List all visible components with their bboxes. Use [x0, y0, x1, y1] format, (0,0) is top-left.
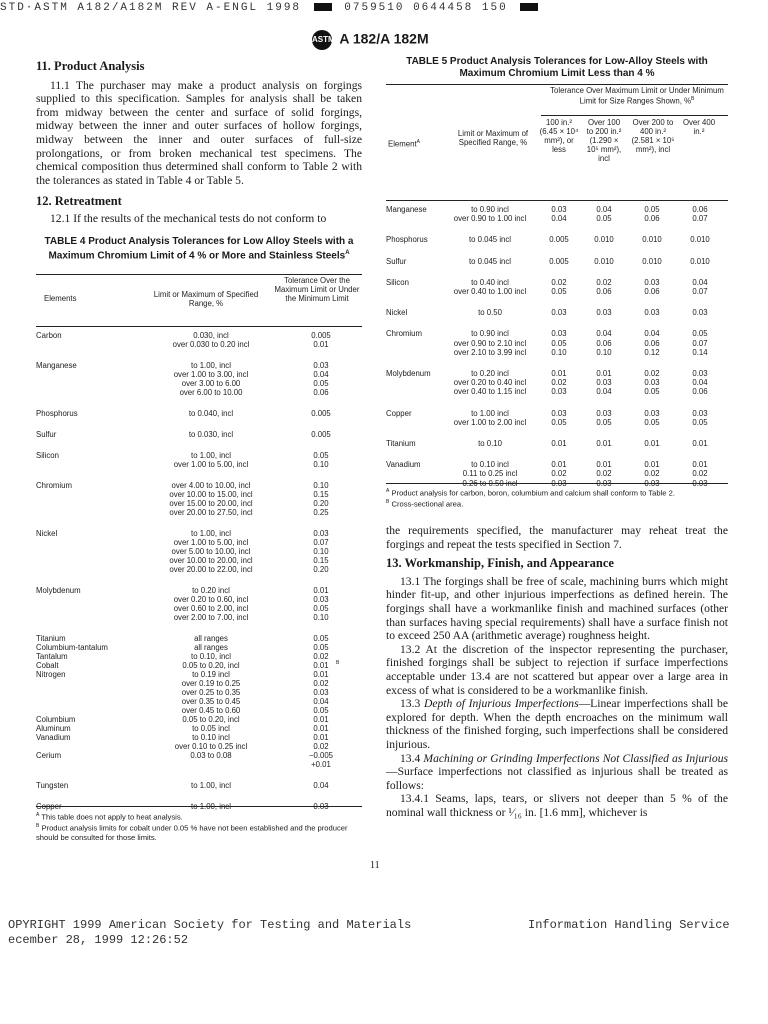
t5-value: 0.05: [644, 417, 660, 427]
t4-range: to 1.00, incl: [191, 781, 231, 790]
t4-element: Molybdenum: [36, 586, 81, 595]
t5-value: 0.12: [644, 347, 660, 357]
t5-range: to 0.90 incl: [471, 205, 509, 214]
table-row: [36, 586, 362, 622]
t4-range: to 0.10 incl: [192, 733, 230, 742]
table-row: [386, 257, 728, 266]
t5-header-limit: Limit or Maximum of Specified Range, %: [457, 129, 529, 147]
t5-value: 0.010: [642, 256, 662, 266]
t4-range: over 0.10 to 0.25 incl: [174, 742, 248, 751]
t5-footnote-b: $^B$ Cross-sectional area.: [386, 499, 464, 509]
t4-tolerance: 0.03: [313, 688, 329, 697]
t5-value: 0.05: [692, 329, 708, 339]
table-rule: [36, 326, 362, 327]
t4-tolerance: 0.10: [313, 613, 329, 622]
table4-caption: TABLE 4 Product Analysis Tolerances for Low Alloy Steels with a Maximum Chromium Limit of 4 % or More and Stainless Steels$^A$: [44, 236, 354, 261]
table-row: [36, 451, 362, 469]
t5-range: 0.26 to 0.50 incl: [462, 478, 518, 488]
table-rule: [541, 115, 728, 116]
table-row: [386, 278, 728, 296]
t5-range: over 2.10 to 3.99 incl: [453, 347, 527, 357]
table4-footnotes: [36, 811, 366, 842]
t4-element: Aluminum: [36, 724, 71, 733]
designation: [312, 30, 429, 50]
t5-range: 0.11 to 0.25 incl: [462, 469, 518, 479]
t4-range: all ranges: [194, 634, 228, 643]
t5-value: 0.03: [551, 387, 567, 397]
astm-logo: ASTM: [312, 30, 332, 50]
table-row: [36, 751, 362, 769]
t5-range: to 0.10: [478, 439, 502, 448]
t5-value: 0.01: [692, 460, 708, 470]
t4-header-elements: Elements: [44, 294, 77, 303]
designation-text: A 182/A 182M: [339, 30, 429, 47]
t5-value: 0.06: [692, 205, 708, 214]
t5-element: Copper: [386, 408, 412, 418]
table-row: [36, 724, 362, 733]
t5-value: 0.10: [551, 347, 567, 357]
t5-value: 0.06: [644, 214, 660, 224]
t4-tolerance-sup: B: [336, 660, 340, 666]
table-row: [386, 409, 728, 427]
t5-range: to 0.40 incl: [471, 277, 509, 287]
t4-range: 0.05 to 0.20, incl: [182, 661, 240, 670]
t5-value: 0.04: [596, 329, 612, 339]
table-rule: [36, 806, 362, 807]
scan-header: [0, 2, 768, 16]
table-row: [36, 733, 362, 751]
t4-tolerance: 0.10: [313, 481, 329, 490]
t4-tolerance: 0.05: [313, 706, 329, 715]
t5-header-size-3: Over 200 to 400 in.² (2.581 × 10⁵ mm²), incl: [631, 118, 675, 154]
table-rule: [386, 84, 728, 85]
t4-tolerance: 0.01: [313, 724, 329, 733]
t5-value: 0.07: [692, 338, 708, 348]
table-row: [36, 331, 362, 349]
t5-value: 0.03: [692, 369, 708, 378]
t4-tolerance: 0.01: [313, 661, 329, 670]
t4-element: Titanium: [36, 634, 66, 643]
scan-header-code: 0759510 0644458 150: [344, 2, 508, 14]
t5-value: 0.03: [644, 308, 660, 318]
header-bar: [314, 3, 332, 11]
t5-value: 0.06: [692, 387, 708, 397]
t4-element: Cerium: [36, 751, 62, 760]
t5-value: 0.010: [594, 235, 614, 245]
t5-value: 0.05: [644, 387, 660, 397]
t5-element: Manganese: [386, 205, 427, 214]
footer-date: ecember 28, 1999 12:26:52: [8, 933, 189, 947]
t5-value: 0.01: [644, 460, 660, 470]
t4-element: Phosphorus: [36, 409, 78, 418]
t5-value: 0.02: [596, 277, 612, 287]
t4-tolerance: 0.01: [313, 733, 329, 742]
right-column: [386, 524, 728, 819]
t4-tolerance: 0.05: [313, 643, 329, 652]
para-13-4-1: 13.4.1 Seams, laps, tears, or slivers not deeper than 5 % of the nominal wall thickness or ¹⁄₁₆ in. [1.6 mm], whichever is: [386, 792, 728, 819]
t5-value: 0.005: [549, 256, 569, 266]
t4-range: over 3.00 to 6.00: [181, 379, 241, 388]
t5-value: 0.06: [644, 286, 660, 296]
t5-value: 0.03: [692, 308, 708, 318]
t5-range: over 0.40 to 1.15 incl: [453, 387, 527, 397]
t4-tolerance: 0.10: [313, 547, 329, 556]
t5-element: Chromium: [386, 329, 422, 339]
t5-element: Molybdenum: [386, 369, 431, 378]
t4-range: to 0.20 incl: [192, 586, 230, 595]
t5-value: 0.06: [596, 338, 612, 348]
t4-element: Sulfur: [36, 430, 57, 439]
table-row: [36, 430, 362, 439]
t5-value: 0.01: [551, 439, 567, 448]
header-bar: [520, 3, 538, 11]
t5-range: over 0.20 to 0.40 incl: [453, 378, 527, 388]
t4-range: over 1.00 to 3.00, incl: [173, 370, 249, 379]
t4-tolerance: 0.05: [313, 379, 329, 388]
t4-element: Tungsten: [36, 781, 69, 790]
t4-tolerance: 0.03: [313, 595, 329, 604]
t5-value: 0.05: [551, 417, 567, 427]
t4-tolerance: 0.01: [313, 670, 329, 679]
table-row: [36, 634, 362, 643]
t4-range: to 1.00, incl: [191, 802, 231, 811]
t5-value: 0.02: [551, 378, 567, 388]
section-13-title: 13. Workmanship, Finish, and Appearance: [386, 556, 614, 571]
t5-value: 0.03: [644, 408, 660, 418]
t4-footnote-a: $^A$ This table does not apply to heat analysis.: [36, 812, 183, 822]
t5-range: to 0.50: [478, 308, 502, 318]
t5-value: 0.03: [644, 378, 660, 388]
t5-range: to 0.10 incl: [471, 460, 509, 470]
t4-range: over 0.25 to 0.35: [181, 688, 241, 697]
t5-value: 0.04: [596, 387, 612, 397]
t5-value: 0.02: [551, 469, 567, 479]
t5-value: 0.01: [551, 460, 567, 470]
para-11-1: 11.1 The purchaser may make a product analysis on forgings supplied to this specification. Samples for analysis shall be taken from midway between the center and surface of solid forgings, midway between the inner and outer surfaces of hollow forgings, midway between the inner and outer surfaces of full-size prolongations, or from broken mechanical test specimens. The chemical composition thus determined shall conform to Table 2 with the tolerances as stated in Table 4 or Table 5.: [36, 78, 362, 187]
t5-value: 0.04: [551, 214, 567, 224]
t4-range: over 4.00 to 10.00, incl: [171, 481, 251, 490]
table-row: [386, 308, 728, 317]
para-13-2: 13.2 At the discretion of the inspector representing the purchaser, finished forgings shall be subject to rejection if surface imperfections acceptable under 13.4 are not scattered but appear over a large area in excess of what is considered to be a workmanlike finish.: [386, 642, 728, 697]
t4-range: 0.030, incl: [193, 331, 229, 340]
t5-value: 0.05: [551, 286, 567, 296]
t5-value: 0.03: [596, 308, 612, 318]
t5-value: 0.03: [644, 478, 660, 488]
t4-range: over 20.00 to 22.00, incl: [169, 565, 253, 574]
t5-header-size-2: Over 100 to 200 in.² (1.290 × 10⁵ mm²), incl: [586, 118, 622, 163]
table-row: [386, 439, 728, 448]
t5-range: to 1.00 incl: [471, 408, 509, 418]
t4-range: over 10.00 to 20.00, incl: [169, 556, 253, 565]
para-12-cont: the requirements specified, the manufacturer may reheat treat the forgings and repeat the tests specified in Section 7.: [386, 524, 728, 551]
t5-value: 0.010: [690, 256, 710, 266]
t5-element: Phosphorus: [386, 235, 428, 245]
t4-tolerance: 0.01: [313, 586, 329, 595]
t5-value: 0.03: [596, 408, 612, 418]
t4-range: over 10.00 to 15.00, incl: [169, 490, 253, 499]
t5-value: 0.010: [594, 256, 614, 266]
t5-value: 0.01: [596, 369, 612, 378]
t4-element: Vanadium: [36, 733, 71, 742]
t4-range: over 0.35 to 0.45: [181, 697, 241, 706]
t4-element: Tantalum: [36, 652, 68, 661]
t5-value: 0.07: [692, 214, 708, 224]
t4-tolerance: −0.005: [308, 751, 334, 760]
t4-range: to 1.00, incl: [191, 361, 231, 370]
t5-element: Vanadium: [386, 460, 421, 470]
t5-value: 0.03: [551, 478, 567, 488]
t5-value: 0.03: [551, 329, 567, 339]
t5-range: over 0.90 to 2.10 incl: [453, 338, 527, 348]
t5-value: 0.01: [692, 439, 708, 448]
t4-footnote-b: $^B$ Product analysis limits for cobalt under 0.05 % have not been established and the producer should be consulted for those limits.: [36, 823, 348, 842]
t5-value: 0.03: [551, 408, 567, 418]
table5-caption: TABLE 5 Product Analysis Tolerances for Low-Alloy Steels with Maximum Chromium Limit Less than 4 %: [406, 56, 708, 79]
table-row: [386, 329, 728, 357]
t5-value: 0.03: [692, 408, 708, 418]
t4-range: all ranges: [194, 643, 228, 652]
t4-tolerance: 0.15: [313, 556, 329, 565]
t5-value: 0.05: [596, 417, 612, 427]
para-13-3: 13.3 Depth of Injurious Imperfections—Linear imperfections shall be explored for depth. When the depth encroaches on the minimum wall thickness of the finished forging, such imperfections shall be considered injurious.: [386, 697, 728, 751]
t5-value: 0.01: [551, 369, 567, 378]
t5-value: 0.02: [551, 277, 567, 287]
t4-tolerance: 0.04: [313, 781, 329, 790]
t5-value: 0.07: [692, 286, 708, 296]
t4-element: Copper: [36, 802, 62, 811]
t4-tolerance: 0.005: [311, 430, 331, 439]
t4-header-tolerance: Tolerance Over the Maximum Limit or Under the Minimum Limit: [274, 276, 360, 303]
t5-element: Sulfur: [386, 256, 407, 266]
table-row: [36, 670, 362, 715]
t4-element: Cobalt: [36, 661, 59, 670]
t5-value: 0.02: [644, 369, 660, 378]
table-row: [386, 205, 728, 223]
table5-footnotes: [386, 487, 728, 510]
t4-tolerance: 0.20: [313, 565, 329, 574]
t4-element: Chromium: [36, 481, 72, 490]
t4-element: Columbium-tantalum: [36, 643, 108, 652]
para-12-1: 12.1 If the results of the mechanical tests do not conform to: [50, 211, 327, 225]
t4-range: over 0.45 to 0.60: [181, 706, 241, 715]
t4-range: over 0.20 to 0.60, incl: [173, 595, 249, 604]
t4-tolerance: 0.02: [313, 652, 329, 661]
t4-tolerance: 0.05: [313, 451, 329, 460]
t5-value: 0.04: [644, 329, 660, 339]
t4-range: to 0.05 incl: [192, 724, 230, 733]
t4-tolerance: 0.05: [313, 604, 329, 613]
t4-tolerance: 0.05: [313, 634, 329, 643]
t5-element: Silicon: [386, 277, 409, 287]
table-row: [386, 369, 728, 397]
t4-range: over 20.00 to 27.50, incl: [169, 508, 253, 517]
t5-value: 0.03: [551, 308, 567, 318]
scan-header-text: STD·ASTM A182/A182M REV A-ENGL 1998: [0, 2, 302, 14]
t4-tolerance: 0.06: [313, 388, 329, 397]
t4-tolerance: 0.02: [313, 679, 329, 688]
t5-value: 0.05: [551, 338, 567, 348]
t5-value: 0.01: [644, 439, 660, 448]
t4-tolerance: 0.20: [313, 499, 329, 508]
t4-header-limit: Limit or Maximum of Specified Range, %: [153, 290, 259, 308]
table-rule: [36, 274, 362, 275]
t4-range: over 1.00 to 5.00, incl: [173, 538, 249, 547]
t5-range: over 0.90 to 1.00 incl: [453, 214, 527, 224]
t5-value: 0.010: [642, 235, 662, 245]
t5-value: 0.04: [692, 378, 708, 388]
t5-range: over 1.00 to 2.00 incl: [453, 417, 527, 427]
t4-tolerance: 0.01: [313, 715, 329, 724]
t4-tolerance: 0.03: [313, 802, 329, 811]
table-row: [36, 361, 362, 397]
t4-range: over 1.00 to 5.00, incl: [173, 460, 249, 469]
t4-range: over 15.00 to 20.00, incl: [169, 499, 253, 508]
t5-value: 0.03: [551, 205, 567, 214]
t5-value: 0.03: [644, 277, 660, 287]
t4-element: Nickel: [36, 529, 58, 538]
t5-value: 0.05: [692, 417, 708, 427]
t4-tolerance: 0.005: [311, 331, 331, 340]
t5-footnote-a: $^A$ Product analysis for carbon, boron, columbium and calcium shall conform to Table 2.: [386, 488, 675, 498]
t5-range: over 0.40 to 1.00 incl: [453, 286, 527, 296]
t4-range: to 0.040, incl: [188, 409, 234, 418]
t5-group-header: Tolerance Over Maximum Limit or Under Minimum Limit for Size Ranges Shown, %$^B$: [550, 86, 724, 106]
footer-service: Information Handling Service: [528, 918, 730, 932]
t4-tolerance: 0.01: [313, 340, 329, 349]
table-row: [36, 409, 362, 418]
table-row: [36, 481, 362, 517]
t4-tolerance: 0.02: [313, 742, 329, 751]
left-column: [36, 60, 362, 226]
t5-value: 0.14: [692, 347, 708, 357]
t5-value: 0.02: [692, 469, 708, 479]
t5-range: to 0.90 incl: [471, 329, 509, 339]
footer-copyright: OPYRIGHT 1999 American Society for Testing and Materials: [8, 918, 412, 932]
t5-element: Titanium: [386, 439, 416, 448]
t5-value: 0.04: [596, 205, 612, 214]
table-row: [36, 715, 362, 724]
t4-tolerance: 0.07: [313, 538, 329, 547]
t4-range: over 0.19 to 0.25: [181, 679, 241, 688]
t4-tolerance: 0.10: [313, 460, 329, 469]
t4-range: to 0.19 incl: [192, 670, 230, 679]
t5-value: 0.03: [596, 478, 612, 488]
t5-value: 0.02: [596, 469, 612, 479]
t5-value: 0.03: [692, 478, 708, 488]
t4-range: over 5.00 to 10.00, incl: [171, 547, 251, 556]
t5-value: 0.06: [596, 286, 612, 296]
t5-header-element: Element$^A$: [388, 139, 420, 149]
t4-tolerance: 0.25: [313, 508, 329, 517]
t4-range: to 0.10, incl: [191, 652, 231, 661]
t4-range: 0.03 to 0.08: [190, 751, 232, 760]
t5-range: to 0.20 incl: [471, 369, 509, 378]
section-11-title: 11. Product Analysis: [36, 59, 145, 73]
t5-value: 0.04: [692, 277, 708, 287]
t4-range: over 2.00 to 7.00, incl: [173, 613, 249, 622]
t5-value: 0.03: [596, 378, 612, 388]
t4-tolerance: 0.005: [311, 409, 331, 418]
t4-element: Manganese: [36, 361, 77, 370]
t4-tolerance: 0.04: [313, 697, 329, 706]
table-rule: [386, 200, 728, 201]
t5-value: 0.05: [644, 205, 660, 214]
t5-value: 0.010: [690, 235, 710, 245]
t4-range: over 0.60 to 2.00, incl: [173, 604, 249, 613]
t5-element: Nickel: [386, 308, 408, 318]
table-row: [36, 652, 362, 661]
t4-element: Nitrogen: [36, 670, 66, 679]
t4-tolerance: +0.01: [311, 760, 331, 769]
t5-value: 0.02: [644, 469, 660, 479]
table4: [36, 274, 362, 824]
t5-range: to 0.045 incl: [468, 256, 512, 266]
t4-tolerance: 0.15: [313, 490, 329, 499]
t4-range: to 1.00, incl: [191, 529, 231, 538]
t5-value: 0.10: [596, 347, 612, 357]
t4-tolerance: 0.03: [313, 361, 329, 370]
t4-range: over 0.030 to 0.20 incl: [172, 340, 250, 349]
t5-value: 0.01: [596, 460, 612, 470]
t4-tolerance: 0.03: [313, 529, 329, 538]
para-13-4: 13.4 Machining or Grinding Imperfections Not Classified as Injurious—Surface imperfections not classified as injurious shall be treated as follows:: [386, 751, 728, 792]
t4-range: to 1.00, incl: [191, 451, 231, 460]
table-row: [36, 661, 362, 670]
table-row: [36, 781, 362, 790]
t5-value: 0.06: [644, 338, 660, 348]
t4-element: Carbon: [36, 331, 62, 340]
section-12-title: 12. Retreatment: [36, 194, 122, 209]
t5-header-size-4: Over 400 in.²: [682, 118, 716, 136]
table-row: [386, 235, 728, 244]
para-13-1: 13.1 The forgings shall be free of scale, machining burrs which might hinder fit-up, and other injurious imperfections as defined herein. The forgings shall have a workmanlike finish and machined surfaces (other than surfaces having special requirements) shall have a surface finish not to exceed 250 AA (arithmetic average) roughness height.: [386, 574, 728, 643]
t4-range: over 6.00 to 10.00: [179, 388, 243, 397]
table-rule: [386, 483, 728, 484]
page-number: 11: [370, 860, 380, 871]
table-row: [36, 529, 362, 574]
t4-range: to 0.030, incl: [188, 430, 234, 439]
t5-range: to 0.045 incl: [468, 235, 512, 245]
t5-header-size-1: 100 in.² (6.45 × 10⁴ mm²), or less: [539, 118, 579, 154]
t4-element: Columbium: [36, 715, 76, 724]
table5: [386, 84, 728, 488]
t4-tolerance: 0.04: [313, 370, 329, 379]
t4-element: Silicon: [36, 451, 59, 460]
t5-value: 0.01: [596, 439, 612, 448]
t5-value: 0.005: [549, 235, 569, 245]
table-row: [36, 643, 362, 652]
t5-value: 0.05: [596, 214, 612, 224]
t4-range: 0.05 to 0.20, incl: [182, 715, 240, 724]
